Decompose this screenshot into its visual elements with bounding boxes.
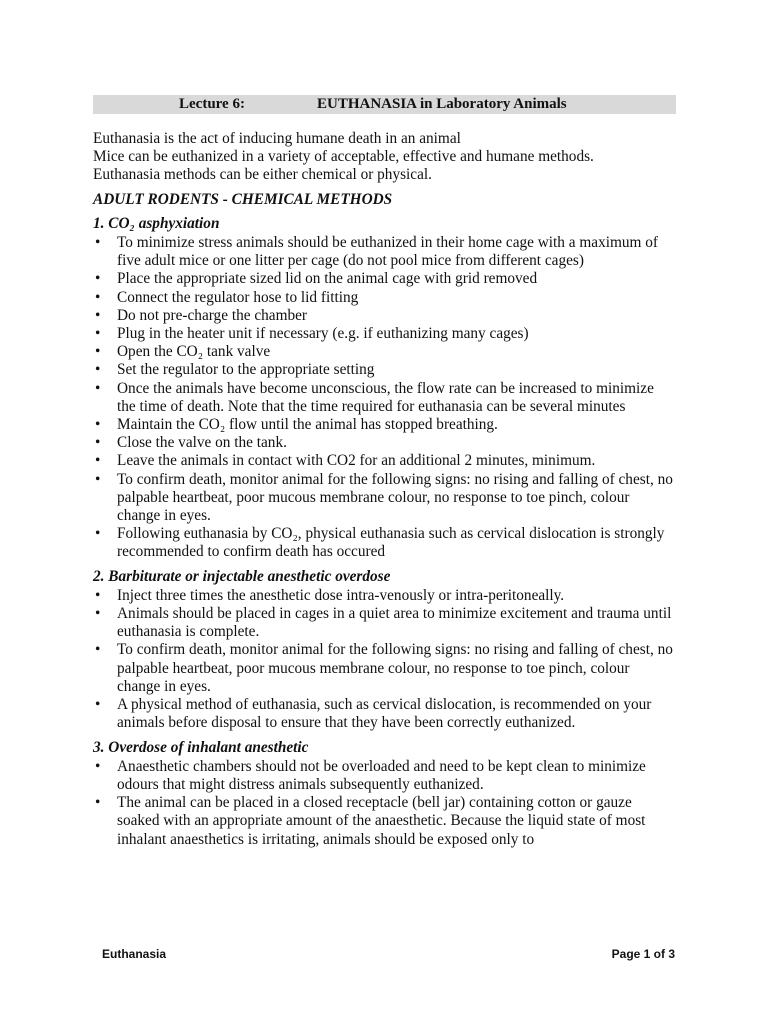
bullet-list xyxy=(93,587,676,733)
list-item: • Maintain the CO₂ flow until the animal has stopped breathing. xyxy=(93,416,676,434)
list-item: • Leave the animals in contact with CO2 for an additional 2 minutes, minimum. xyxy=(93,452,676,470)
lecture-header-bar xyxy=(93,95,676,114)
list-item: • Inject three times the anesthetic dose intra-venously or intra-peritoneally. xyxy=(93,587,676,605)
bullet-list xyxy=(93,234,676,562)
intro-line: Mice can be euthanized in a variety of acceptable, effective and humane methods. xyxy=(93,148,594,166)
list-item: • To confirm death, monitor animal for the following signs: no rising and falling of chest, no palpable heartbeat, poor mucous membrane colour, no response to toe pinch, colour change in eyes. xyxy=(93,471,676,526)
list-item: • Place the appropriate sized lid on the animal cage with grid removed xyxy=(93,270,676,288)
list-item: • Connect the regulator hose to lid fitting xyxy=(93,289,676,307)
page-footer xyxy=(102,947,675,961)
subsection-heading: 2. Barbiturate or injectable anesthetic overdose xyxy=(93,567,391,585)
list-item: • The animal can be placed in a closed receptacle (bell jar) containing cotton or gauze soaked with an appropriate amount of the anaesthetic. Because the liquid state of most inhalant anaesthetics is irritating, animals should be exposed only to xyxy=(93,794,676,849)
bullet-list xyxy=(93,758,676,849)
document-page xyxy=(93,95,676,849)
list-item: • To confirm death, monitor animal for the following signs: no rising and falling of chest, no palpable heartbeat, poor mucous membrane colour, no response to toe pinch, colour change in eyes. xyxy=(93,641,676,696)
list-item: • A physical method of euthanasia, such as cervical dislocation, is recommended on your animals before disposal to ensure that they have been correctly euthanized. xyxy=(93,696,676,732)
list-item: • Open the CO₂ tank valve xyxy=(93,343,676,361)
lecture-number: Lecture 6: xyxy=(179,96,245,112)
list-item: • Set the regulator to the appropriate setting xyxy=(93,361,676,379)
lecture-title: EUTHANASIA in Laboratory Animals xyxy=(317,96,567,112)
list-item: • Plug in the heater unit if necessary (e.g. if euthanizing many cages) xyxy=(93,325,676,343)
list-item: • Animals should be placed in cages in a quiet area to minimize excitement and trauma until euthanasia is complete. xyxy=(93,605,676,641)
intro-line: Euthanasia is the act of inducing humane death in an animal xyxy=(93,130,461,147)
list-item: • Anaesthetic chambers should not be overloaded and need to be kept clean to minimize odours that might distress animals subsequently euthanized. xyxy=(93,758,676,794)
list-item: • Once the animals have become unconscious, the flow rate can be increased to minimize the time of death. Note that the time required for euthanasia can be several minutes xyxy=(93,380,676,416)
list-item: • Do not pre-charge the chamber xyxy=(93,307,676,325)
intro-line: Euthanasia methods can be either chemical or physical. xyxy=(93,166,432,184)
subsection-heading: 1. CO₂ asphyxiation xyxy=(93,214,220,232)
list-item: • Following euthanasia by CO₂, physical euthanasia such as cervical dislocation is strongly recommended to confirm death has occured xyxy=(93,525,676,561)
list-item: • Close the valve on the tank. xyxy=(93,434,676,452)
subsection-heading: 3. Overdose of inhalant anesthetic xyxy=(93,738,309,756)
page-number: Page 1 of 3 xyxy=(611,947,675,961)
intro-paragraph xyxy=(93,130,676,185)
section-heading: ADULT RODENTS - CHEMICAL METHODS xyxy=(93,190,393,208)
footer-title: Euthanasia xyxy=(102,947,167,961)
list-item: • To minimize stress animals should be euthanized in their home cage with a maximum of five adult mice or one litter per cage (do not pool mice from different cages) xyxy=(93,234,676,270)
